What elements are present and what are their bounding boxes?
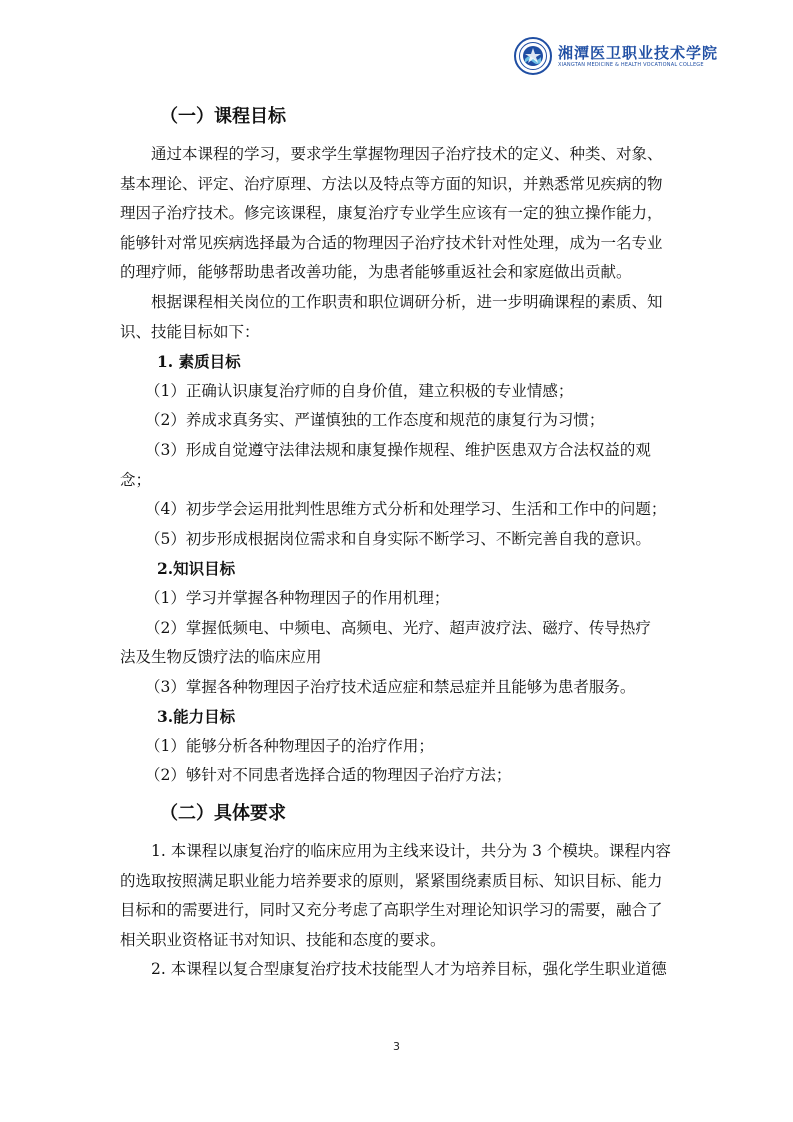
college-logo (514, 37, 719, 77)
goals-paragraph-cont (120, 318, 676, 348)
list-item: （1）学习并掌握各种物理因子的作用机理； (145, 588, 450, 607)
page-number: 3 (393, 1040, 400, 1053)
text-line: 相关职业资格证书对知识、技能和态度的要求。 (120, 930, 446, 949)
text-line: 基本理论、评定、治疗原理、方法以及特点等方面的知识，并熟悉常见疾病的物 (120, 174, 663, 193)
list-item: （3）掌握各种物理因子治疗技术适应症和禁忌症并且能够为患者服务。 (145, 677, 636, 696)
text-line: 根据课程相关岗位的工作职责和职位调研分析，进一步明确课程的素质、知 (151, 292, 663, 311)
text-line: 能够针对常见疾病选择最为合适的物理因子治疗技术针对性处理，成为一名专业 (120, 233, 663, 252)
list-item: （1）能够分析各种物理因子的治疗作用； (145, 736, 434, 755)
subheading-ability-goals: 3.能力目标 (157, 707, 236, 727)
document-body (120, 100, 676, 985)
college-emblem-icon (514, 37, 552, 75)
section-heading-requirements: （二）具体要求 (160, 803, 286, 825)
requirements-paragraph-2 (120, 955, 676, 985)
logo-subtext: XIANGTAN MEDICINE & HEALTH VOCATIONAL COLLEGE (558, 62, 704, 68)
text-line: 的理疗师，能够帮助患者改善功能，为患者能够重返社会和家庭做出贡献。 (120, 263, 632, 282)
text-line: 理因子治疗技术。修完该课程，康复治疗专业学生应该有一定的独立操作能力， (120, 204, 663, 223)
goals-paragraph (120, 288, 676, 318)
list-item: （4）初步学会运用批判性思维方式分析和处理学习、生活和工作中的问题； (145, 500, 667, 519)
list-item: （2）养成求真务实、严谨慎独的工作态度和规范的康复行为习惯； (145, 411, 605, 430)
text-line: 识、技能目标如下： (120, 322, 260, 341)
section-heading-course-goals: （一）课程目标 (160, 106, 286, 127)
requirements-paragraph-1-cont (120, 867, 676, 956)
list-item-cont: 法及生物反馈疗法的临床应用 (120, 648, 322, 667)
intro-paragraph-cont (120, 170, 676, 288)
subheading-quality-goals: 1. 素质目标 (157, 352, 241, 372)
logo-text: 湘潭医卫职业技术学院 (558, 44, 719, 62)
text-line: 通过本课程的学习，要求学生掌握物理因子治疗技术的定义、种类、对象、 (151, 145, 663, 163)
list-item: （3）形成自觉遵守法律法规和康复操作规程、维护医患双方合法权益的观 (145, 440, 651, 459)
intro-paragraph (120, 140, 676, 170)
list-item-cont: 念； (120, 470, 152, 489)
list-item: （2）掌握低频电、中频电、高频电、光疗、超声波疗法、磁疗、传导热疗 (145, 618, 651, 637)
text-line: 2. 本课程以复合型康复治疗技术技能型人才为培养目标，强化学生职业道德 (151, 960, 667, 979)
subheading-knowledge-goals: 2.知识目标 (157, 559, 236, 579)
text-line: 1. 本课程以康复治疗的临床应用为主线来设计，共分为 3 个模块。课程内容 (151, 842, 671, 861)
list-item: （2）够针对不同患者选择合适的物理因子治疗方法； (145, 766, 512, 785)
text-line: 的选取按照满足职业能力培养要求的原则，紧紧围绕素质目标、知识目标、能力 (120, 871, 663, 890)
list-item: （5）初步形成根据岗位需求和自身实际不断学习、不断完善自我的意识。 (145, 529, 651, 548)
list-item: （1）正确认识康复治疗师的自身价值，建立积极的专业情感； (145, 381, 574, 400)
text-line: 目标和的需要进行，同时又充分考虑了高职学生对理论知识学习的需要，融合了 (120, 901, 663, 920)
requirements-paragraph-1 (120, 837, 676, 867)
